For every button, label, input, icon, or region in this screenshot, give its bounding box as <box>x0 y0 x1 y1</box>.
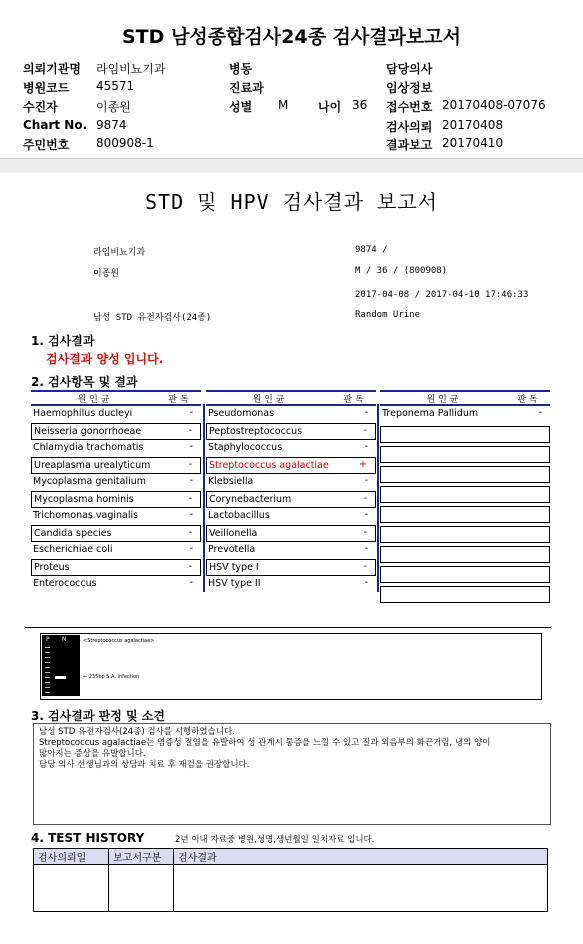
history-cell <box>109 865 174 912</box>
pathogen-result: - <box>363 561 367 572</box>
pathogen-result: - <box>188 561 192 572</box>
report-title: STD 및 HPV 검사결과 보고서 <box>145 190 438 214</box>
hospital-name: 라임비뇨기과 <box>93 248 146 258</box>
header-value: 45571 <box>96 79 135 93</box>
result-row <box>31 457 201 474</box>
finding-line: Streptococcus agalactiae는 염증성 질염을 유발하여 성 관계시 통증을 느낄 수 있고 질과 외음부의 화끈거림, 냉의 양이 <box>39 738 491 748</box>
pathogen-result: - <box>188 527 192 538</box>
result-column-2 <box>206 390 376 593</box>
sex-age-birth: M / 36 / (800908) <box>355 266 448 276</box>
divider <box>25 627 551 628</box>
lane-n-label: N <box>62 636 67 643</box>
header-key: Chart No. <box>23 118 88 132</box>
pathogen-name: Chlamydia trachomatis <box>33 442 144 453</box>
pathogen-result: - <box>189 509 193 520</box>
pathogen-name: Pseudomonas <box>208 408 275 419</box>
pathogen-result: - <box>364 509 368 520</box>
pathogen-name: Corynebacterium <box>209 494 292 505</box>
col-pathogen-header: 원 인 균 <box>426 395 459 405</box>
overall-result: 검사결과 양성 입니다. <box>46 352 164 366</box>
pathogen-result: - <box>188 425 192 436</box>
header-value: 라임비뇨기과 <box>96 62 166 76</box>
header-key: 의뢰기관명 <box>23 62 81 76</box>
pathogen-result: - <box>189 407 193 418</box>
pathogen-name: Haemophilus ducleyi <box>33 408 133 419</box>
result-row <box>206 457 376 474</box>
pathogen-result: - <box>189 441 193 452</box>
report-main-title: STD 남성종합검사24종 검사결과보고서 <box>121 26 462 48</box>
result-row <box>206 508 376 525</box>
result-row <box>380 586 550 603</box>
pathogen-name: Staphylococcus <box>208 442 283 453</box>
result-row <box>380 526 550 543</box>
result-row <box>380 566 550 583</box>
history-col-header: 검사결과 <box>174 849 548 865</box>
pathogen-result: - <box>363 493 367 504</box>
result-row <box>206 491 376 508</box>
result-row <box>380 486 550 503</box>
header-value: 이종원 <box>96 100 131 114</box>
result-row <box>206 559 376 576</box>
result-row <box>206 406 376 423</box>
result-row <box>206 542 376 559</box>
pathogen-result: - <box>364 577 368 588</box>
result-column-1 <box>31 390 201 593</box>
header-value: 800908-1 <box>96 136 154 150</box>
result-row <box>31 508 201 525</box>
test-name: 남성 STD 유전자검사(24종) <box>93 313 212 323</box>
pathogen-name: Veillonella <box>209 528 258 539</box>
pathogen-result: - <box>364 543 368 554</box>
pathogen-result: - <box>189 577 193 588</box>
result-column-3 <box>380 390 550 603</box>
header-value: 20170408 <box>442 118 504 132</box>
result-row <box>31 406 201 423</box>
result-row <box>31 542 201 559</box>
age-value: 36 <box>352 98 368 112</box>
history-col-header: 보고서구분 <box>109 849 174 865</box>
col-pathogen-header: 원 인 균 <box>252 395 285 405</box>
finding-line: 많아지는 증상을 유발합니다. <box>39 749 146 759</box>
pathogen-name: HSV type I <box>209 562 259 573</box>
pathogen-name: Peptostreptococcus <box>209 426 303 437</box>
gel-caption: <Streptococcus agalactiae> <box>83 638 155 644</box>
header-key: 진료과 <box>229 81 264 95</box>
pathogen-result: - <box>364 475 368 486</box>
result-row <box>31 525 201 542</box>
header-key: 병동 <box>229 62 253 76</box>
lane-p-label: P <box>46 636 50 643</box>
pathogen-name: Mycoplasma hominis <box>34 494 134 505</box>
result-row <box>206 474 376 491</box>
positive-band <box>55 676 66 679</box>
pathogen-name: Klebsiella <box>208 476 254 487</box>
gel-electrophoresis-image <box>40 633 542 700</box>
pathogen-name: Proteus <box>34 562 70 573</box>
pathogen-name: Mycoplasma genitalium <box>33 476 147 487</box>
findings-box <box>33 723 551 825</box>
pathogen-name: Enterococcus <box>33 578 97 589</box>
result-row <box>31 474 201 491</box>
pathogen-name: Treponema Pallidum <box>382 408 479 419</box>
col-result-header: 판 독 <box>517 395 538 405</box>
result-row <box>380 446 550 463</box>
result-row <box>31 423 201 440</box>
ladder-lane <box>45 647 50 693</box>
history-header-row <box>34 849 548 865</box>
pathogen-name: Streptococcus agalactiae <box>209 460 329 471</box>
result-row <box>31 440 201 457</box>
pathogen-name: HSV type II <box>208 578 261 589</box>
column-divider <box>377 404 379 592</box>
history-cell <box>34 865 109 912</box>
header-value: 20170410 <box>442 136 504 150</box>
section-1-title: 1. 검사결과 <box>31 334 95 348</box>
result-row <box>206 525 376 542</box>
result-row <box>380 466 550 483</box>
specimen: Random Urine <box>355 310 421 320</box>
column-header <box>206 390 376 406</box>
pathogen-result: - <box>363 425 367 436</box>
header-key: 주민번호 <box>23 138 70 152</box>
result-row <box>380 546 550 563</box>
col-result-header: 판 독 <box>168 395 189 405</box>
pathogen-name: Escherichiae coli <box>33 544 113 555</box>
result-row <box>380 506 550 523</box>
band-label: ← 235bp S.A. infection <box>83 674 140 680</box>
patient-name: 이종원 <box>93 269 120 279</box>
history-row <box>34 865 548 912</box>
result-row <box>380 426 550 443</box>
header-key: 수진자 <box>23 100 58 114</box>
result-row <box>380 406 550 423</box>
pathogen-result: - <box>538 407 542 418</box>
header-key: 임상정보 <box>386 81 433 95</box>
page-separator <box>0 158 583 173</box>
finding-line: 담당 의사 선생님과의 상담과 치료 후 재검을 권장합니다. <box>39 760 250 770</box>
pathogen-name: Lactobacillus <box>208 510 270 521</box>
header-value: 20170408-07076 <box>442 98 546 112</box>
section-3-title: 3. 검사결과 판정 및 소견 <box>31 709 165 723</box>
header-key: 검사의뢰 <box>386 120 433 134</box>
result-row <box>31 491 201 508</box>
pathogen-result: - <box>364 407 368 418</box>
header-value: 9874 <box>96 118 127 132</box>
result-row <box>206 440 376 457</box>
result-row <box>206 423 376 440</box>
pathogen-result: - <box>363 527 367 538</box>
chart-number: 9874 / <box>355 245 388 255</box>
dates: 2017-04-08 / 2017-04-10 17:46:33 <box>355 290 529 300</box>
pathogen-name: Neisseria gonorrhoeae <box>34 426 142 437</box>
pathogen-result: - <box>189 543 193 554</box>
pathogen-name: Candida species <box>34 528 112 539</box>
col-result-header: 판 독 <box>343 395 364 405</box>
header-key: 성별 <box>229 100 253 114</box>
pathogen-result: - <box>364 441 368 452</box>
pathogen-name: Prevotella <box>208 544 256 555</box>
section-4-title: 4. TEST HISTORY <box>31 831 145 845</box>
header-key: 담당의사 <box>386 62 433 76</box>
pathogen-result: + <box>359 459 367 470</box>
section-2-title: 2. 검사항목 및 결과 <box>31 375 138 389</box>
header-key: 결과보고 <box>386 138 433 152</box>
history-note: 2년 이내 자료중 병원,성명,생년월일 일치자료 입니다. <box>175 835 375 845</box>
pathogen-name: Trichomonas vaginalis <box>33 510 139 521</box>
column-divider <box>203 404 205 592</box>
history-col-header: 검사의뢰일 <box>34 849 109 865</box>
history-cell <box>174 865 548 912</box>
column-header <box>31 390 201 406</box>
result-row <box>31 559 201 576</box>
pathogen-result: - <box>189 475 193 486</box>
pathogen-name: Ureaplasma urealyticum <box>34 460 151 471</box>
history-table <box>33 848 548 912</box>
column-header <box>380 390 550 406</box>
finding-line: 남성 STD 유전자검사(24종) 검사를 시행하였습니다. <box>39 727 235 737</box>
age-label: 나이 <box>318 100 342 114</box>
pathogen-result: - <box>188 459 192 470</box>
header-key: 접수번호 <box>386 100 433 114</box>
sex-value: M <box>278 98 289 112</box>
result-row <box>206 576 376 593</box>
pathogen-result: - <box>188 493 192 504</box>
gel-photo <box>42 635 80 696</box>
header-key: 병원코드 <box>23 81 70 95</box>
col-pathogen-header: 원 인 균 <box>77 395 110 405</box>
result-row <box>31 576 201 593</box>
